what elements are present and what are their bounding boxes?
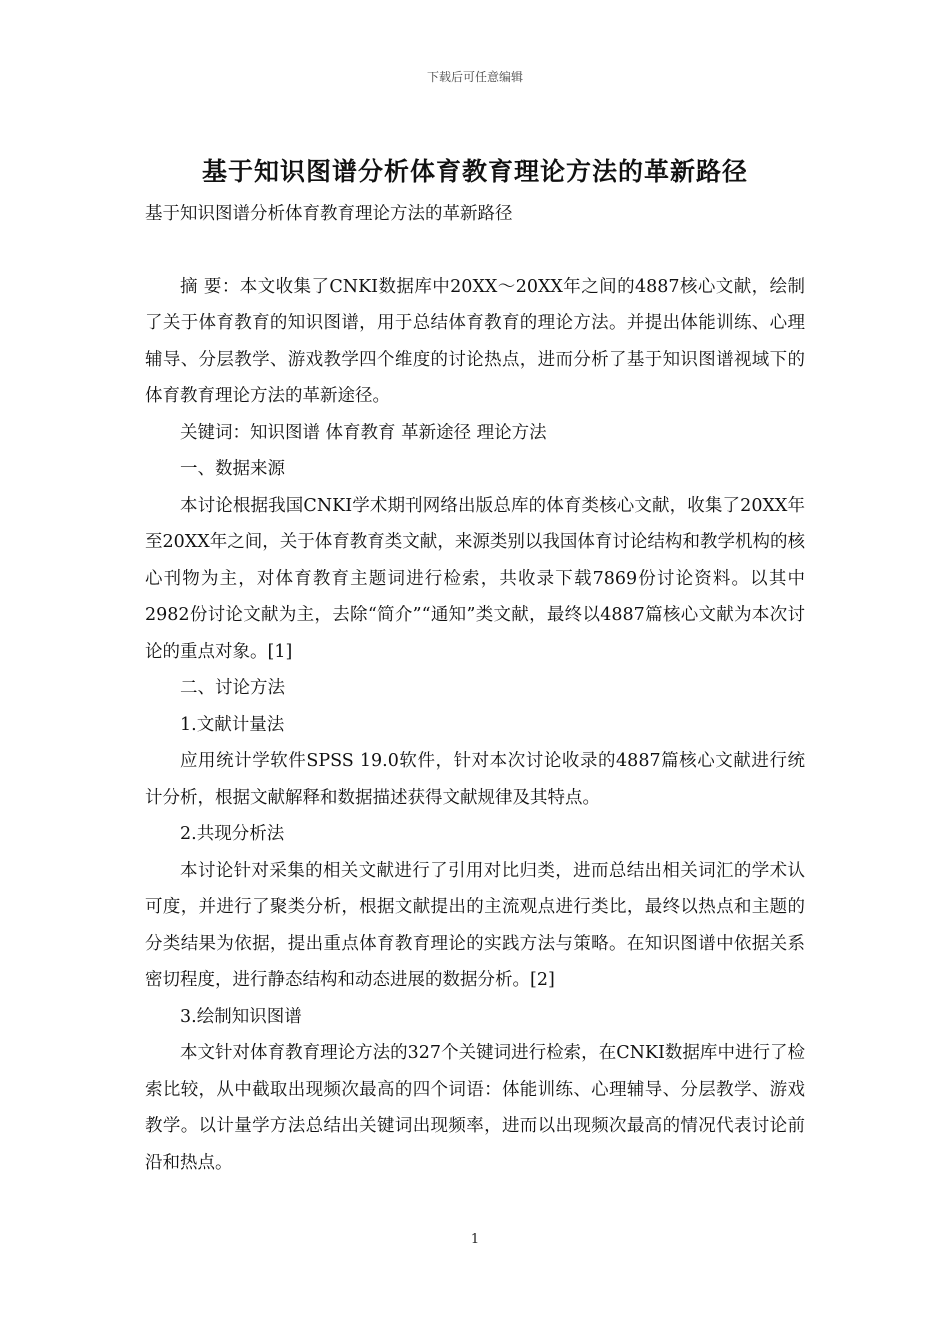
document-title: 基于知识图谱分析体育教育理论方法的革新路径	[201, 157, 748, 186]
document-body	[145, 196, 805, 1181]
paragraph-cooccurrence: 本讨论针对采集的相关文献进行了引用对比归类，进而总结出相关词汇的学术认可度，并进行了聚类分析，根据文献提出的主流观点进行类比，最终以热点和主题的分类结果为依据，提出重点体育教育理论的实践方法与策略。在知识图谱中依据关系密切程度，进行静态结构和动态进展的数据分析。[2]	[145, 860, 805, 990]
keywords-line: 关键词：知识图谱 体育教育 革新途径 理论方法	[180, 422, 547, 443]
paragraph-data-source: 本讨论根据我国CNKI学术期刊网络出版总库的体育类核心文献，收集了20XX年至20XX年之间，关于体育教育类文献，来源类别以我国体育讨论结构和教学机构的核心刊物为主，对体育教育主题词进行检索，共收录下载7869份讨论资料。以其中2982份讨论文献为主，去除“简介”“通知”类文献，最终以4887篇核心文献为本次讨论的重点对象。[1]	[145, 495, 805, 662]
subheading-bibliometric: 1.文献计量法	[180, 714, 285, 735]
document-subtitle: 基于知识图谱分析体育教育理论方法的革新路径	[145, 204, 513, 224]
section-heading-data-source: 一、数据来源	[180, 459, 285, 479]
paragraph-knowledge-map: 本文针对体育教育理论方法的327个关键词进行检索，在CNKI数据库中进行了检索比较，从中截取出现频次最高的四个词语：体能训练、心理辅导、分层教学、游戏教学。以计量学方法总结出关键词出现频率，进而以出现频次最高的情况代表讨论前沿和热点。	[145, 1043, 805, 1173]
paragraph-bibliometric: 应用统计学软件SPSS 19.0软件，针对本次讨论收录的4887篇核心文献进行统计分析，根据文献解释和数据描述获得文献规律及其特点。	[145, 751, 805, 808]
abstract-paragraph: 摘 要：本文收集了CNKI数据库中20XX～20XX年之间的4887核心文献，绘制了关于体育教育的知识图谱，用于总结体育教育的理论方法。并提出体能训练、心理辅导、分层教学、游戏教学四个维度的讨论热点，进而分析了基于知识图谱视域下的体育教育理论方法的革新途径。	[145, 276, 805, 406]
section-heading-method: 二、讨论方法	[180, 678, 285, 698]
subheading-knowledge-map: 3.绘制知识图谱	[180, 1006, 302, 1027]
subheading-cooccurrence: 2.共现分析法	[180, 824, 285, 844]
header-note: 下载后可任意编辑	[426, 70, 523, 84]
page-number: 1	[470, 1232, 480, 1247]
